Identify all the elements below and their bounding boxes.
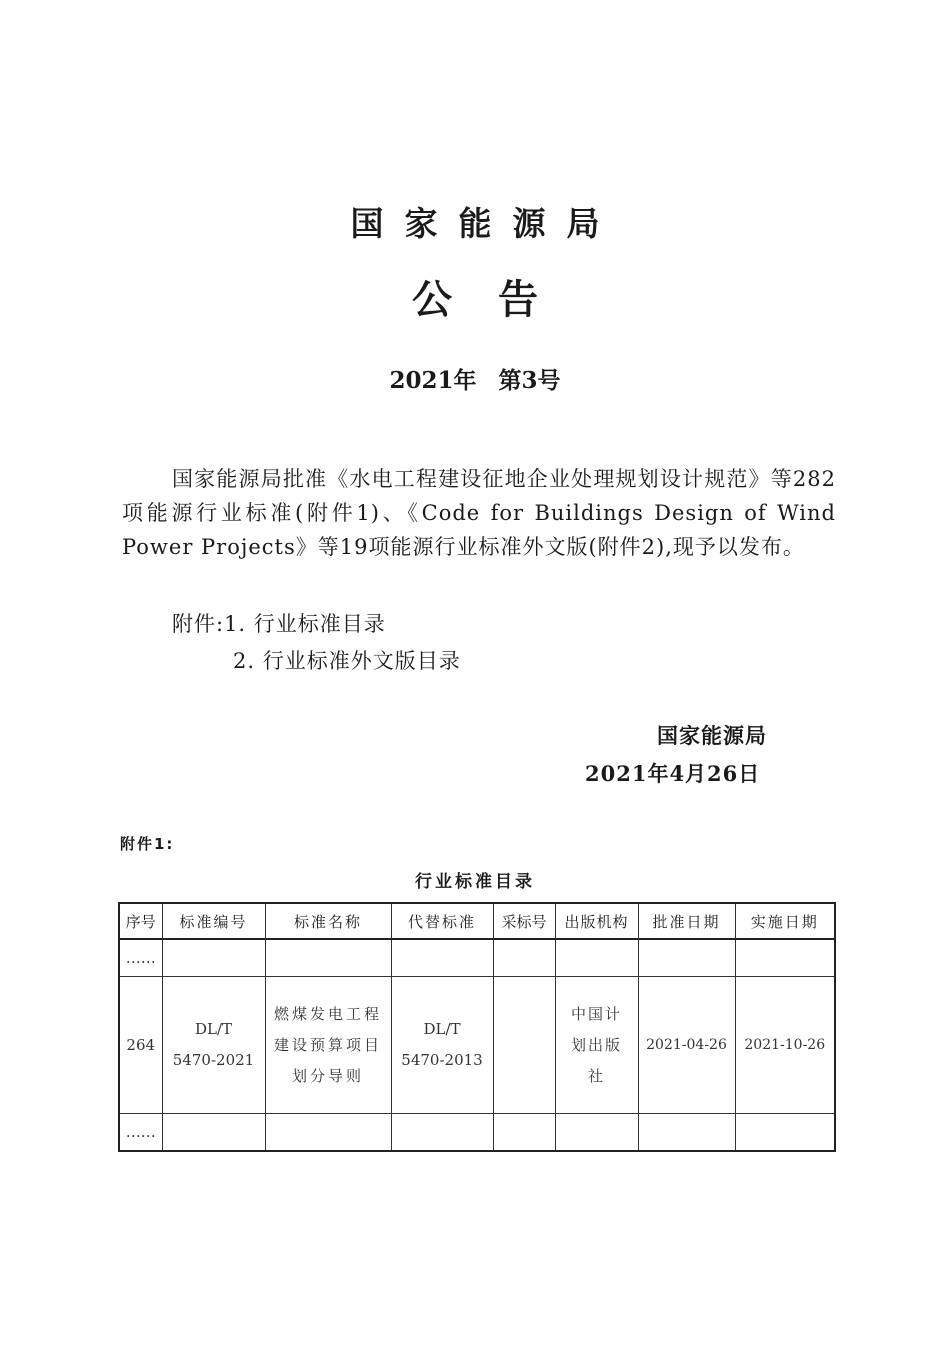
attachment-item-1: 附件:1. 行业标准目录: [172, 612, 386, 636]
code-line-1: DL/T: [194, 1020, 233, 1038]
standards-table: [118, 902, 836, 1152]
publisher-cell: 中国计划出版社: [555, 977, 638, 1114]
ellipsis-cell: ……: [119, 1114, 162, 1152]
table-row: [119, 977, 835, 1114]
column-header: 标准编号: [162, 903, 265, 939]
column-header: 采标号: [493, 903, 555, 939]
document-number: 2021年 第3号: [389, 367, 561, 394]
column-header: 实施日期: [735, 903, 835, 939]
replaces-line-2: 5470-2013: [401, 1051, 483, 1069]
column-header: 代替标准: [391, 903, 493, 939]
ellipsis-cell: ……: [119, 939, 162, 977]
replaces-line-1: DL/T: [423, 1020, 461, 1038]
column-header: 标准名称: [265, 903, 391, 939]
signature-date: 2021年4月26日: [585, 761, 761, 786]
document-type-title: 公告: [412, 277, 584, 323]
seq-cell: 264: [119, 977, 162, 1114]
adopted-cell: [493, 977, 555, 1114]
approval-date-cell: 2021-04-26: [638, 977, 735, 1114]
announcement-paragraph: 国家能源局批准《水电工程建设征地企业处理规划设计规范》等282项能源行业标准(附件1)、《Code for Buildings Design of Wind Power Projects》等19项能源行业标准外文版(附件2),现予以发布。: [122, 467, 836, 559]
column-header: 出版机构: [555, 903, 638, 939]
column-header: 序号: [119, 903, 162, 939]
column-header: 批准日期: [638, 903, 735, 939]
table-row-ellipsis-bottom: [119, 1114, 835, 1152]
issuing-authority-title: 国家能源局: [350, 204, 621, 243]
attachment-item-2: 2. 行业标准外文版目录: [233, 649, 461, 673]
code-cell: [162, 977, 265, 1114]
table-title: 行业标准目录: [415, 872, 535, 892]
appendix-label: 附件1:: [120, 835, 175, 853]
table-header-row: [119, 903, 835, 939]
signature-organization: 国家能源局: [657, 724, 767, 748]
effective-date-cell: 2021-10-26: [735, 977, 835, 1114]
table-row-ellipsis-top: [119, 939, 835, 977]
replaces-cell: [391, 977, 493, 1114]
name-cell: 燃煤发电工程建设预算项目划分导则: [265, 977, 391, 1114]
code-line-2: 5470-2021: [172, 1051, 255, 1069]
